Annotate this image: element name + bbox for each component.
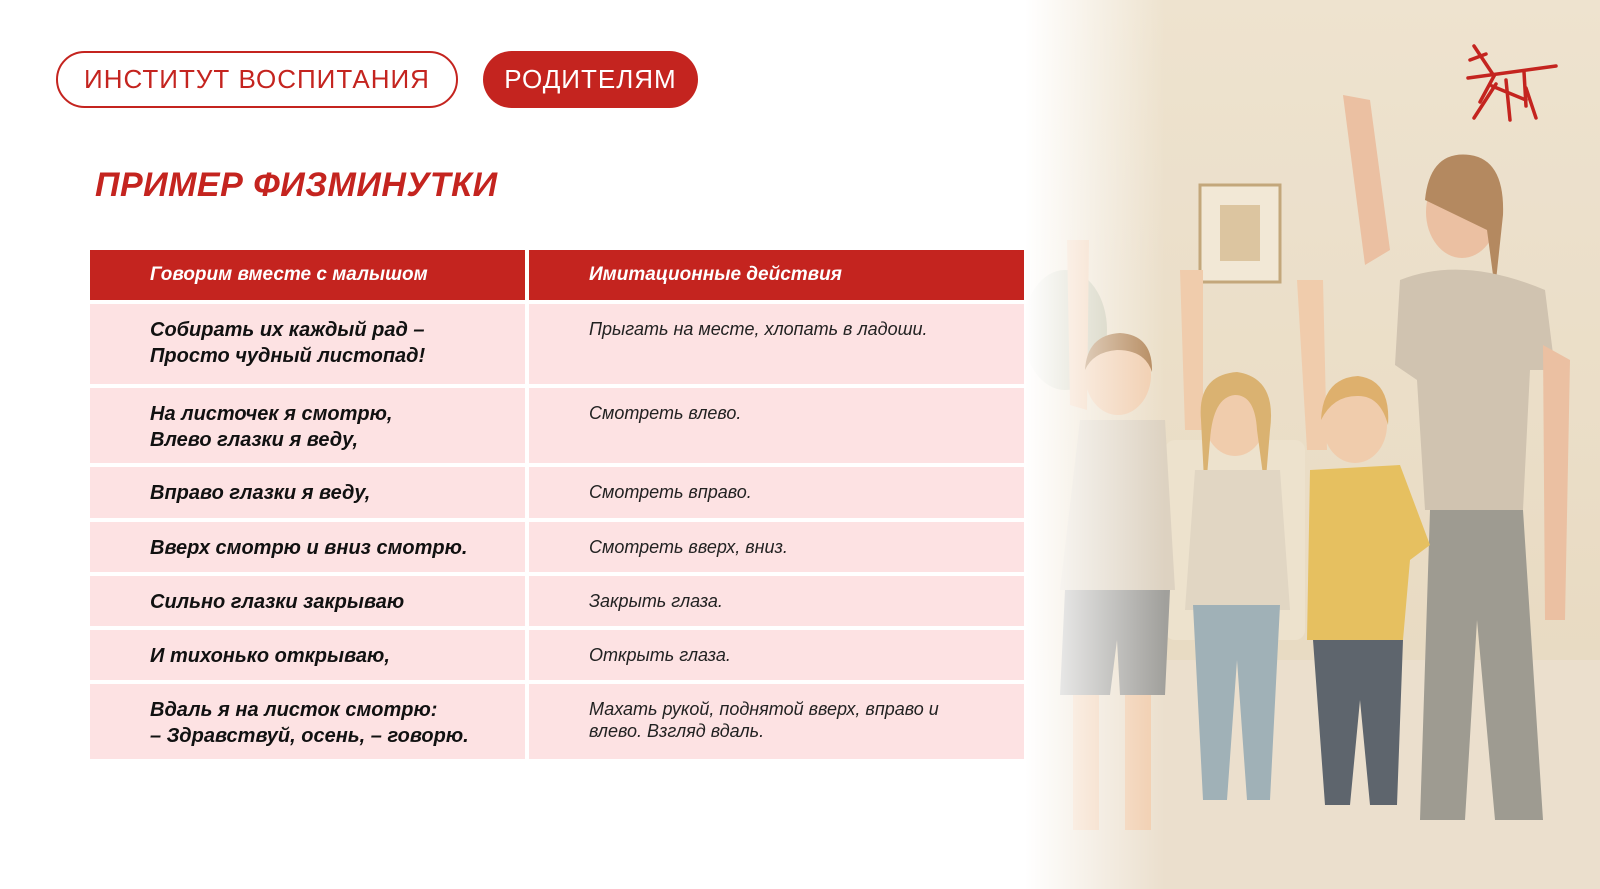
say-line: На листочек я смотрю, (150, 403, 393, 425)
say-line: И тихонько открываю, (150, 645, 390, 667)
action-cell (529, 522, 1024, 572)
exercise-table (86, 246, 1028, 763)
table-row (90, 304, 1024, 384)
institute-badge: ИНСТИТУТ ВОСПИТАНИЯ (56, 51, 458, 108)
table-row (90, 522, 1024, 572)
say-cell (90, 630, 525, 680)
horse-logo-icon (1466, 44, 1558, 122)
action-text: Смотреть вправо. (589, 482, 752, 502)
action-cell (529, 576, 1024, 626)
action-text: Открыть глаза. (589, 645, 731, 665)
action-cell (529, 467, 1024, 518)
action-text: Смотреть влево. (589, 403, 742, 423)
say-cell (90, 304, 525, 384)
say-line: Сильно глазки закрываю (150, 591, 405, 613)
page-title: ПРИМЕР ФИЗМИНУТКИ (95, 166, 498, 204)
say-line: Влево глазки я веду, (150, 429, 359, 451)
say-line: Просто чудный листопад! (150, 345, 426, 367)
say-line: – Здравствуй, осень, – говорю. (150, 725, 469, 747)
say-cell (90, 522, 525, 572)
parents-badge: РОДИТЕЛЯМ (483, 51, 698, 108)
action-text: Прыгать на месте, хлопать в ладоши. (589, 319, 928, 339)
photo-fade (1025, 0, 1165, 889)
action-text: Закрыть глаза. (589, 591, 723, 611)
table-row (90, 684, 1024, 759)
action-cell (529, 630, 1024, 680)
header-say: Говорим вместе с малышом (90, 250, 525, 300)
say-cell (90, 684, 525, 759)
action-text: Смотреть вверх, вниз. (589, 537, 788, 557)
table-row (90, 388, 1024, 463)
say-cell (90, 467, 525, 518)
say-line: Собирать их каждый рад – (150, 319, 425, 341)
say-cell (90, 576, 525, 626)
table-row (90, 467, 1024, 518)
say-line: Вверх смотрю и вниз смотрю. (150, 537, 468, 559)
table-row (90, 576, 1024, 626)
table-header-row (90, 250, 1024, 300)
action-text: Махать рукой, поднятой вверх, вправо и влево. Взгляд вдаль. (589, 699, 939, 741)
action-cell (529, 304, 1024, 384)
action-cell (529, 684, 1024, 759)
say-cell (90, 388, 525, 463)
header-action: Имитационные действия (529, 250, 1024, 300)
say-line: Вправо глазки я веду, (150, 482, 371, 504)
say-line: Вдаль я на листок смотрю: (150, 699, 438, 721)
table-row (90, 630, 1024, 680)
action-cell (529, 388, 1024, 463)
